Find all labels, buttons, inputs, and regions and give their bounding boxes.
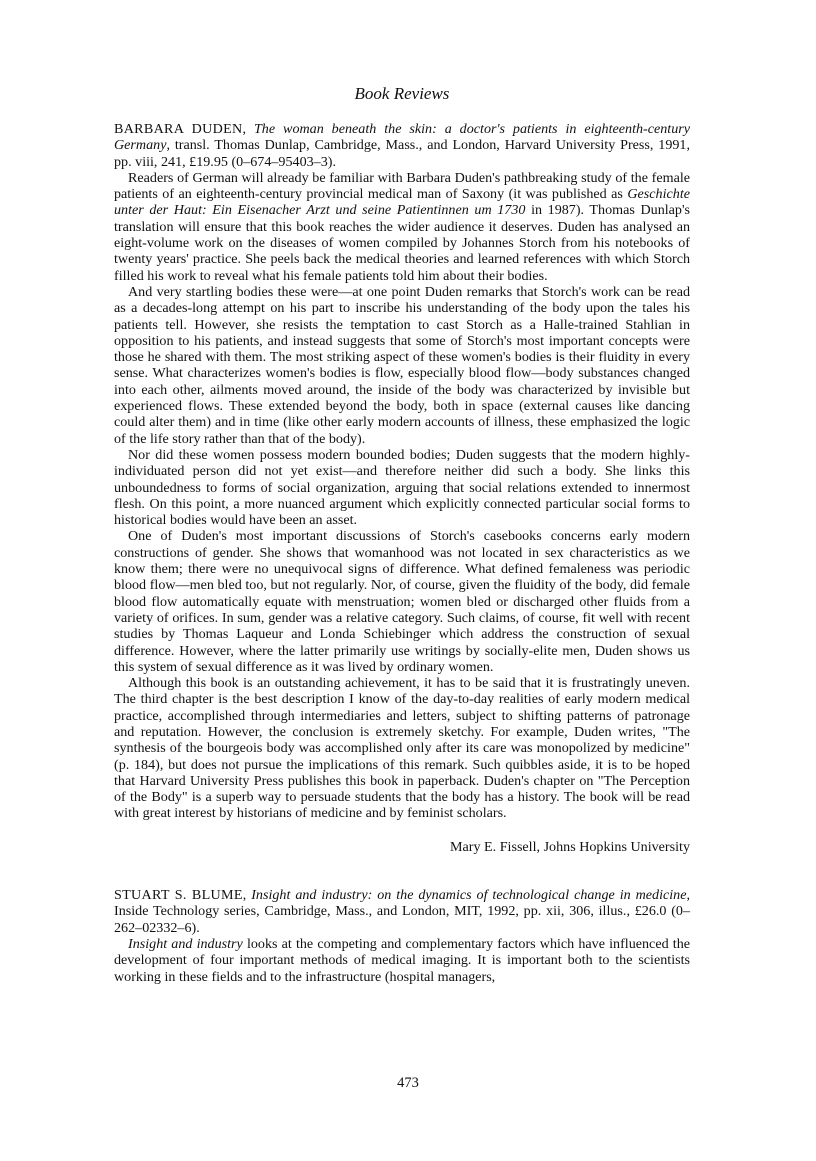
original-german-title: Geschichte unter der Haut: Ein Eisenacher Arzt und seine Patientinnen um 1730 xyxy=(114,186,690,219)
page-number: 473 xyxy=(397,1075,419,1091)
review-1-paragraph-3: Nor did these women possess modern bounded bodies; Duden suggests that the modern highly-individuated person did not yet exist—and therefore neither did such a body. She links this unboundedness to forms of social organization, arguing that social relations extended to innermost flesh. On this point, a more nuanced argument which explicitly connected particular social forms to historical bodies would have been an asset. xyxy=(114,446,690,529)
running-header: Book Reviews xyxy=(354,84,450,103)
review-2-publication-details: , Inside Technology series, Cambridge, Mass., and London, MIT, 1992, pp. xii, 306, illus., £26.0 (0–262–02332–6). xyxy=(114,887,691,936)
review-1-paragraph-5: Although this book is an outstanding achievement, it has to be said that it is frustratingly uneven. The third chapter is the best description I know of the day-to-day realities of early modern medical practice, accomplished through intermediaries and letters, subject to shifting patterns of patronage and reputation. However, the conclusion is extremely sketchy. For example, Duden writes, "The synthesis of the bourgeois body was accomplished only after its care was monopolized by medicine" (p. 184), but does not pursue the implications of this remark. Such quibbles aside, it is to be hoped that Harvard University Press publishes this book in paperback. Duden's chapter on "The Perception of the Body" is a superb way to persuade students that the body has a history. The book will be read with great interest by historians of medicine and by feminist scholars. xyxy=(114,675,690,822)
review-2-book-title: Insight and industry: on the dynamics of technological change in medicine xyxy=(251,887,687,904)
review-1-paragraph-1: Readers of German will already be familiar with Barbara Duden's pathbreaking study of the female patients of an eighteenth-century provincial medical man of Saxony (it was published as Geschichte unter der Haut: Ein Eisenacher Arzt und seine Patientinnen um 1730 in 1987). Thomas Dunlap's translation will ensure that this book reaches the wider audience it deserves. Duden has analysed an eight-volume work on the diseases of women compiled by Johannes Storch from his notebooks of twenty years' practice. She peels back the medical theories and learned references with which Storch filled his work to reveal what his female patients told him about their bodies. xyxy=(114,169,690,284)
review-1-citation: BARBARA DUDEN, The woman beneath the skin: a doctor's patients in eighteenth-century Germany, transl. Thomas Dunlap, Cambridge, Mass., and London, Harvard University Press, 1991, pp. viii, 241, £19.95 (0–674–95403–3). xyxy=(114,121,690,170)
review-2-author: STUART S. BLUME xyxy=(114,887,243,904)
review-1-paragraph-2: And very startling bodies these were—at one point Duden remarks that Storch's work can be read as a decades-long attempt on his part to inscribe his understanding of the body upon the tales his patients tell. However, she resists the temptation to cast Storch as a Halle-trained Stahlian in opposition to his patients, and instead suggests that some of Storch's most important concepts were those he shared with them. The most striking aspect of these women's bodies is their fluidity in every sense. What characterizes women's bodies is flow, especially blood flow—body substances changed into each other, ailments moved around, the inside of the body was characterized by invisible but experienced flows. These extended beyond the body, both in space (external causes like dancing could alter them) and in time (like other early modern accounts of illness, these emphasized the logic of the life story rather than that of the body). xyxy=(114,283,690,447)
review-2-paragraph-1: Insight and industry looks at the competing and complementary factors which have influenced the development of four important methods of medical imaging. It is important both to the scientists working in these fields and to the infrastructure (hospital managers, xyxy=(114,935,690,985)
review-1-author: BARBARA DUDEN xyxy=(114,121,243,137)
review-2-title-mention: Insight and industry xyxy=(128,935,243,952)
review-1-reviewer: Mary E. Fissell, Johns Hopkins University xyxy=(450,838,690,855)
review-1-publication-details: , transl. Thomas Dunlap, Cambridge, Mass., and London, Harvard University Press, 1991, pp. viii, 241, £19.95 (0–674–95403–3). xyxy=(114,137,690,170)
review-1-paragraph-4: One of Duden's most important discussions of Storch's casebooks concerns early modern constructions of gender. She shows that womanhood was not located in sex characteristics as we know them; there were no unequivocal signs of difference. What defined femaleness was periodic blood flow—men bled too, but not regularly. Nor, of course, given the fluidity of the body, did female blood flow automatically equate with menstruation; women bled or discharged other fluids from a variety of orifices. In sum, gender was a relative category. Such claims, of course, fit well with recent studies by Thomas Laqueur and Londa Schiebinger which address the construction of sexual difference. However, where the latter primarily use writings by socially-elite men, Duden shows us this system of sexual difference as it was lived by ordinary women. xyxy=(114,528,690,675)
review-1-book-title: The woman beneath the skin: a doctor's patients in eighteenth-century Germany xyxy=(114,121,690,154)
review-2-citation: STUART S. BLUME, Insight and industry: on the dynamics of technological change in medicine, Inside Technology series, Cambridge, Mass., and London, MIT, 1992, pp. xii, 306, illus., £26.0 (0–262–02332–6). xyxy=(114,887,691,936)
page-body xyxy=(114,84,690,985)
